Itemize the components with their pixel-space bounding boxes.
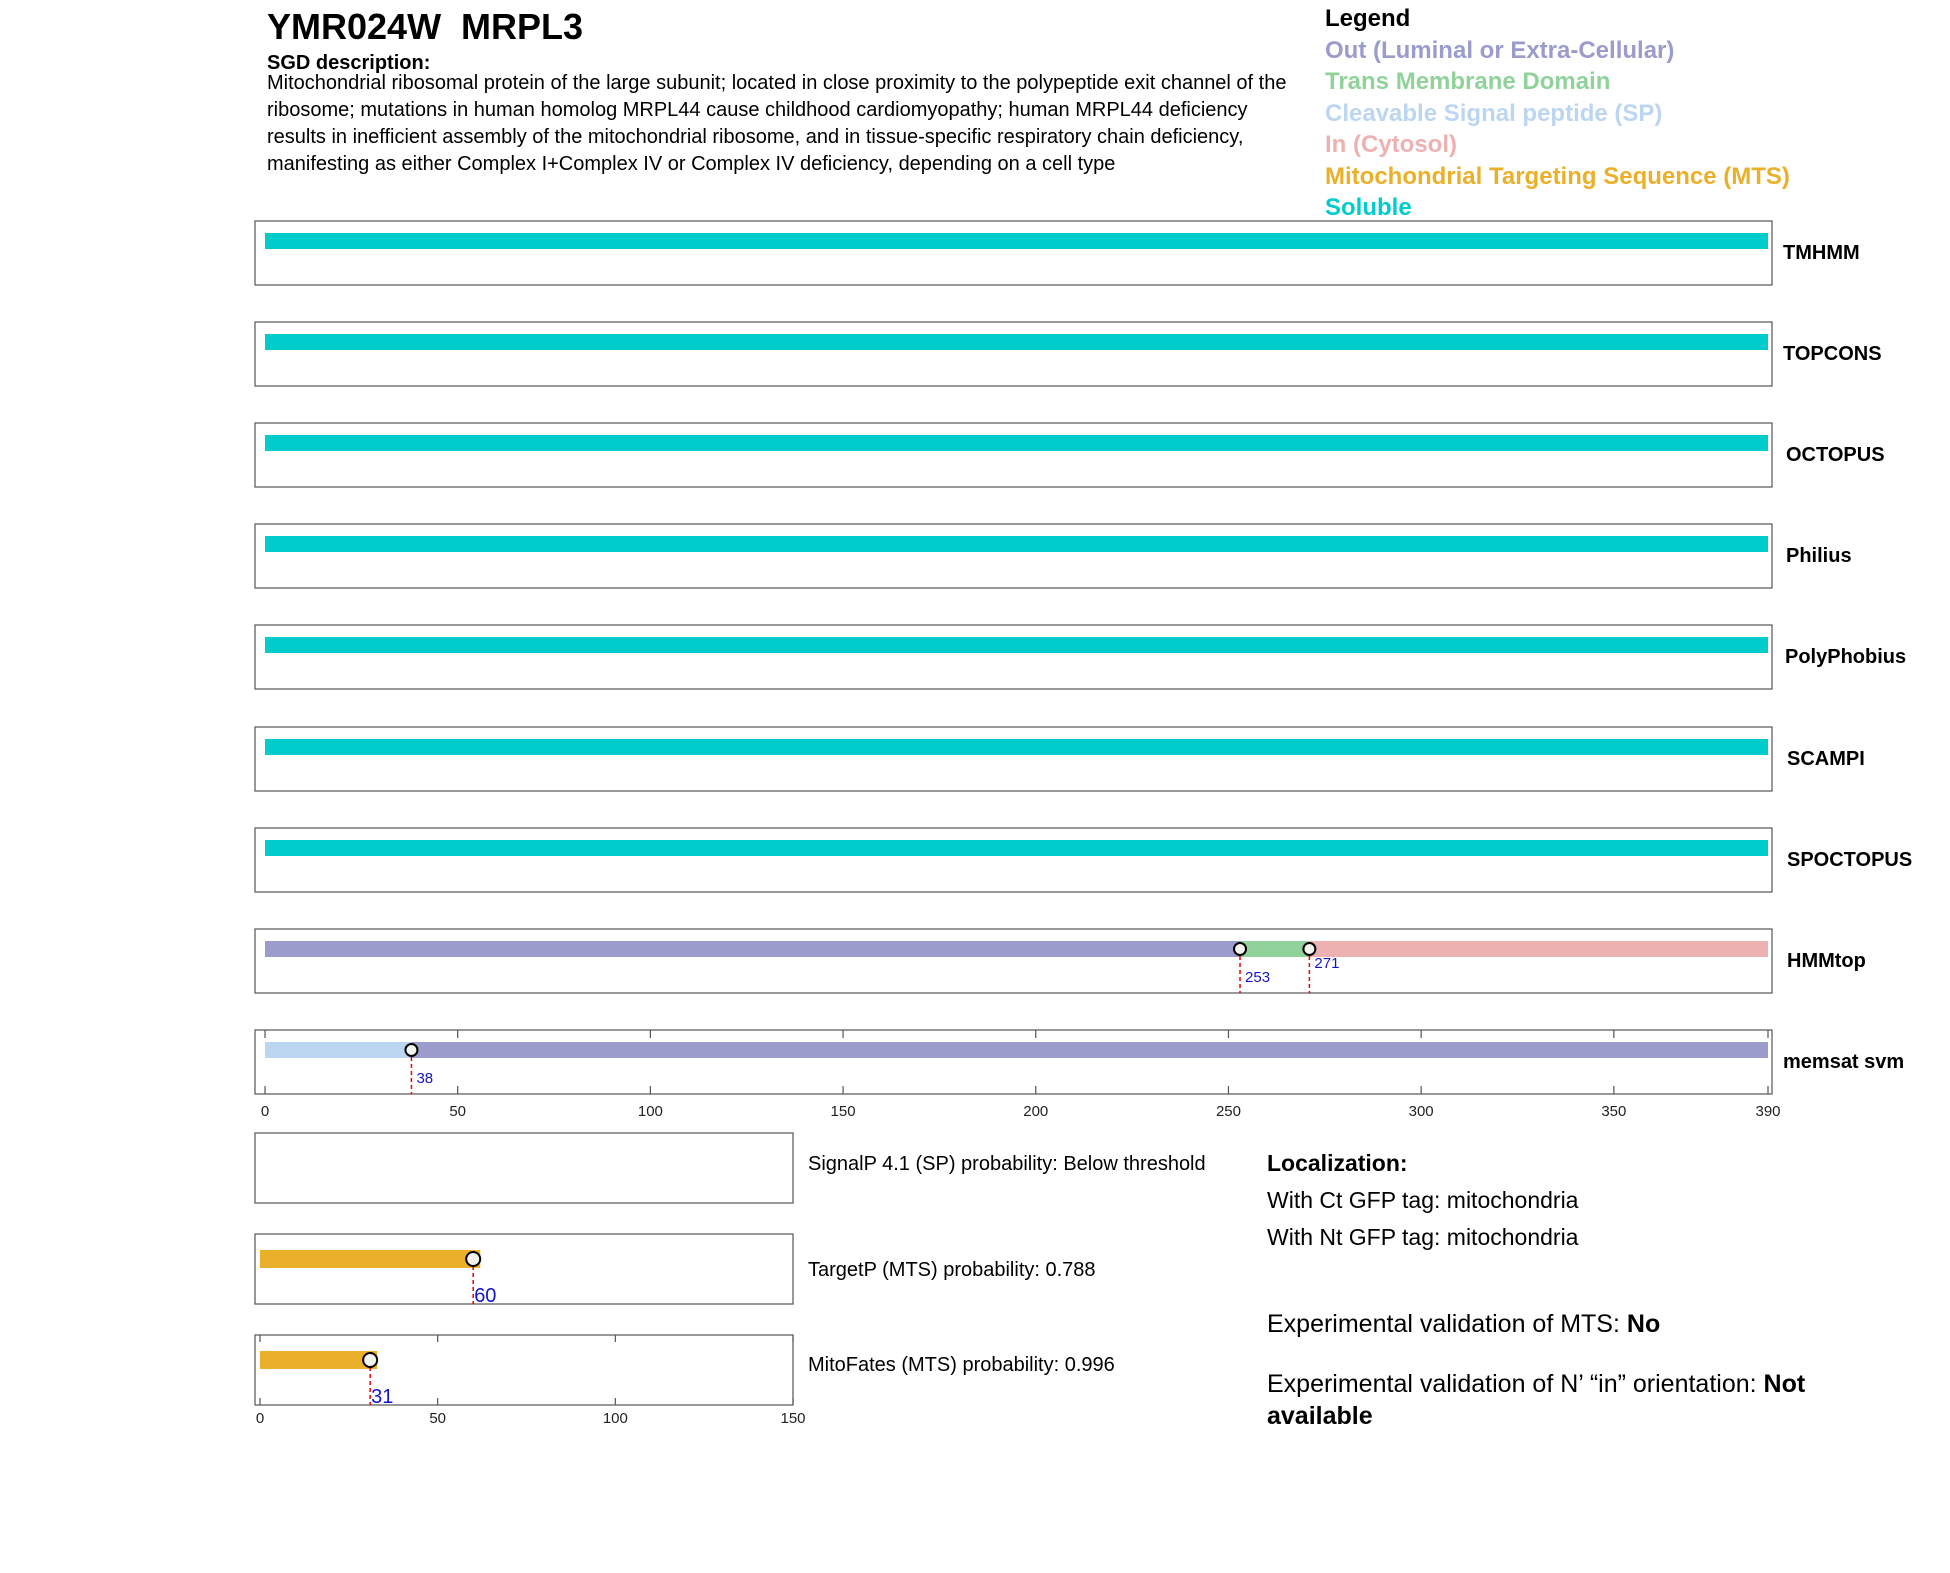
marker-dot-hmmtop-0 [1234,943,1246,955]
axis-a-tick-label-50: 50 [449,1103,467,1120]
axis-a-tick-label-390: 390 [1755,1103,1781,1120]
nin-validation [1267,1368,1847,1432]
track-frame-octopus [255,423,1772,487]
track-label-topcons: TOPCONS [1783,343,1882,365]
localization-ct: With Ct GFP tag: mitochondria [1267,1187,1579,1213]
mts-segment-targetp-0 [260,1250,480,1268]
track-frame-spoctopus [255,828,1772,892]
marker-label-memsat-svm-0: 38 [416,1070,434,1087]
track-frame-tmhmm [255,221,1772,285]
mts-frame-signalp [255,1133,793,1203]
track-frame-scampi [255,727,1772,791]
track-label-hmmtop: HMMtop [1787,950,1866,972]
mts-frame-targetp [255,1234,793,1304]
segment-hmmtop-1 [1240,941,1309,957]
mts-validation-value: No [1626,1310,1661,1338]
marker-dot-memsat-svm-0 [405,1044,417,1056]
mts-validation [1267,1310,1660,1339]
axis-a-tick-label-350: 350 [1601,1103,1627,1120]
axis-b-tick-label-50: 50 [429,1410,447,1427]
segment-spoctopus-0 [265,840,1768,856]
mts-marker-dot-targetp-0 [466,1252,480,1266]
axis-a-tick-label-250: 250 [1215,1103,1241,1120]
segment-polyphobius-0 [265,637,1768,653]
nin-validation-label: Experimental validation of N’ “in” orientation: [1267,1370,1764,1398]
page-title: YMR024W MRPL3 [267,6,584,47]
segment-tmhmm-0 [265,233,1768,249]
mts-marker-label-targetp-0: 60 [474,1285,497,1307]
axis-a-tick-label-300: 300 [1408,1103,1434,1120]
track-frame-hmmtop [255,929,1772,993]
mts-validation-label: Experimental validation of MTS: [1267,1310,1627,1338]
segment-memsat-svm-1 [411,1042,1768,1058]
track-frame-polyphobius [255,625,1772,689]
track-label-memsat-svm: memsat svm [1783,1051,1905,1073]
segment-philius-0 [265,536,1768,552]
track-label-spoctopus: SPOCTOPUS [1787,849,1913,871]
legend-item-in: In (Cytosol) [1325,131,1457,158]
marker-dot-hmmtop-1 [1303,943,1315,955]
segment-scampi-0 [265,739,1768,755]
legend-item-tm: Trans Membrane Domain [1325,68,1611,95]
legend-item-sp: Cleavable Signal peptide (SP) [1325,100,1663,127]
marker-label-hmmtop-1: 271 [1314,955,1340,972]
axis-b-tick-label-150: 150 [780,1410,806,1427]
legend-title: Legend [1325,5,1411,32]
track-label-tmhmm: TMHMM [1783,242,1860,264]
localization-nt: With Nt GFP tag: mitochondria [1267,1224,1579,1250]
track-label-octopus: OCTOPUS [1786,444,1885,466]
localization-heading: Localization: [1267,1150,1408,1176]
track-label-polyphobius: PolyPhobius [1785,646,1907,668]
track-label-scampi: SCAMPI [1787,748,1865,770]
segment-memsat-svm-0 [265,1042,411,1058]
mts-marker-label-mitofates-0: 31 [371,1386,394,1408]
nin-validation-value: Not available [1267,1370,1806,1430]
track-frame-topcons [255,322,1772,386]
axis-a-tick-label-100: 100 [637,1103,663,1120]
axis-b-tick-label-100: 100 [602,1410,628,1427]
sgd-heading: SGD description: [267,52,431,74]
segment-hmmtop-0 [265,941,1240,957]
mts-marker-dot-mitofates-0 [363,1353,377,1367]
axis-a-tick-label-150: 150 [830,1103,856,1120]
axis-a-tick-label-0: 0 [260,1103,270,1120]
segment-topcons-0 [265,334,1768,350]
legend-item-soluble: Soluble [1325,194,1412,221]
mts-frame-mitofates [255,1335,793,1405]
sgd-description: Mitochondrial ribosomal protein of the large subunit; located in close proximity to the polypeptide exit channel of the ribosome; mutations in human homolog MRPL44 cause childhood cardiomyopathy; human MRPL44 deficiency results in inefficient assembly of the mitochondrial ribosome, and in tissue-specific respiratory chain deficiency, manifesting as either Complex I+Complex IV or Complex IV deficiency, depending on a cell type [267,72,1287,175]
legend-item-mts: Mitochondrial Targeting Sequence (MTS) [1325,163,1790,190]
track-label-philius: Philius [1786,545,1852,567]
segment-octopus-0 [265,435,1768,451]
axis-a-tick-label-200: 200 [1023,1103,1049,1120]
signalp-caption: SignalP 4.1 (SP) probability: Below threshold [808,1153,1206,1175]
mitofates-caption: MitoFates (MTS) probability: 0.996 [808,1354,1115,1376]
targetp-caption: TargetP (MTS) probability: 0.788 [808,1259,1096,1281]
segment-hmmtop-2 [1309,941,1768,957]
track-frame-philius [255,524,1772,588]
marker-label-hmmtop-0: 253 [1245,969,1271,986]
legend-item-out: Out (Luminal or Extra-Cellular) [1325,37,1675,64]
track-frame-memsat-svm [255,1030,1772,1094]
mts-segment-mitofates-0 [260,1351,377,1369]
axis-b-tick-label-0: 0 [255,1410,265,1427]
